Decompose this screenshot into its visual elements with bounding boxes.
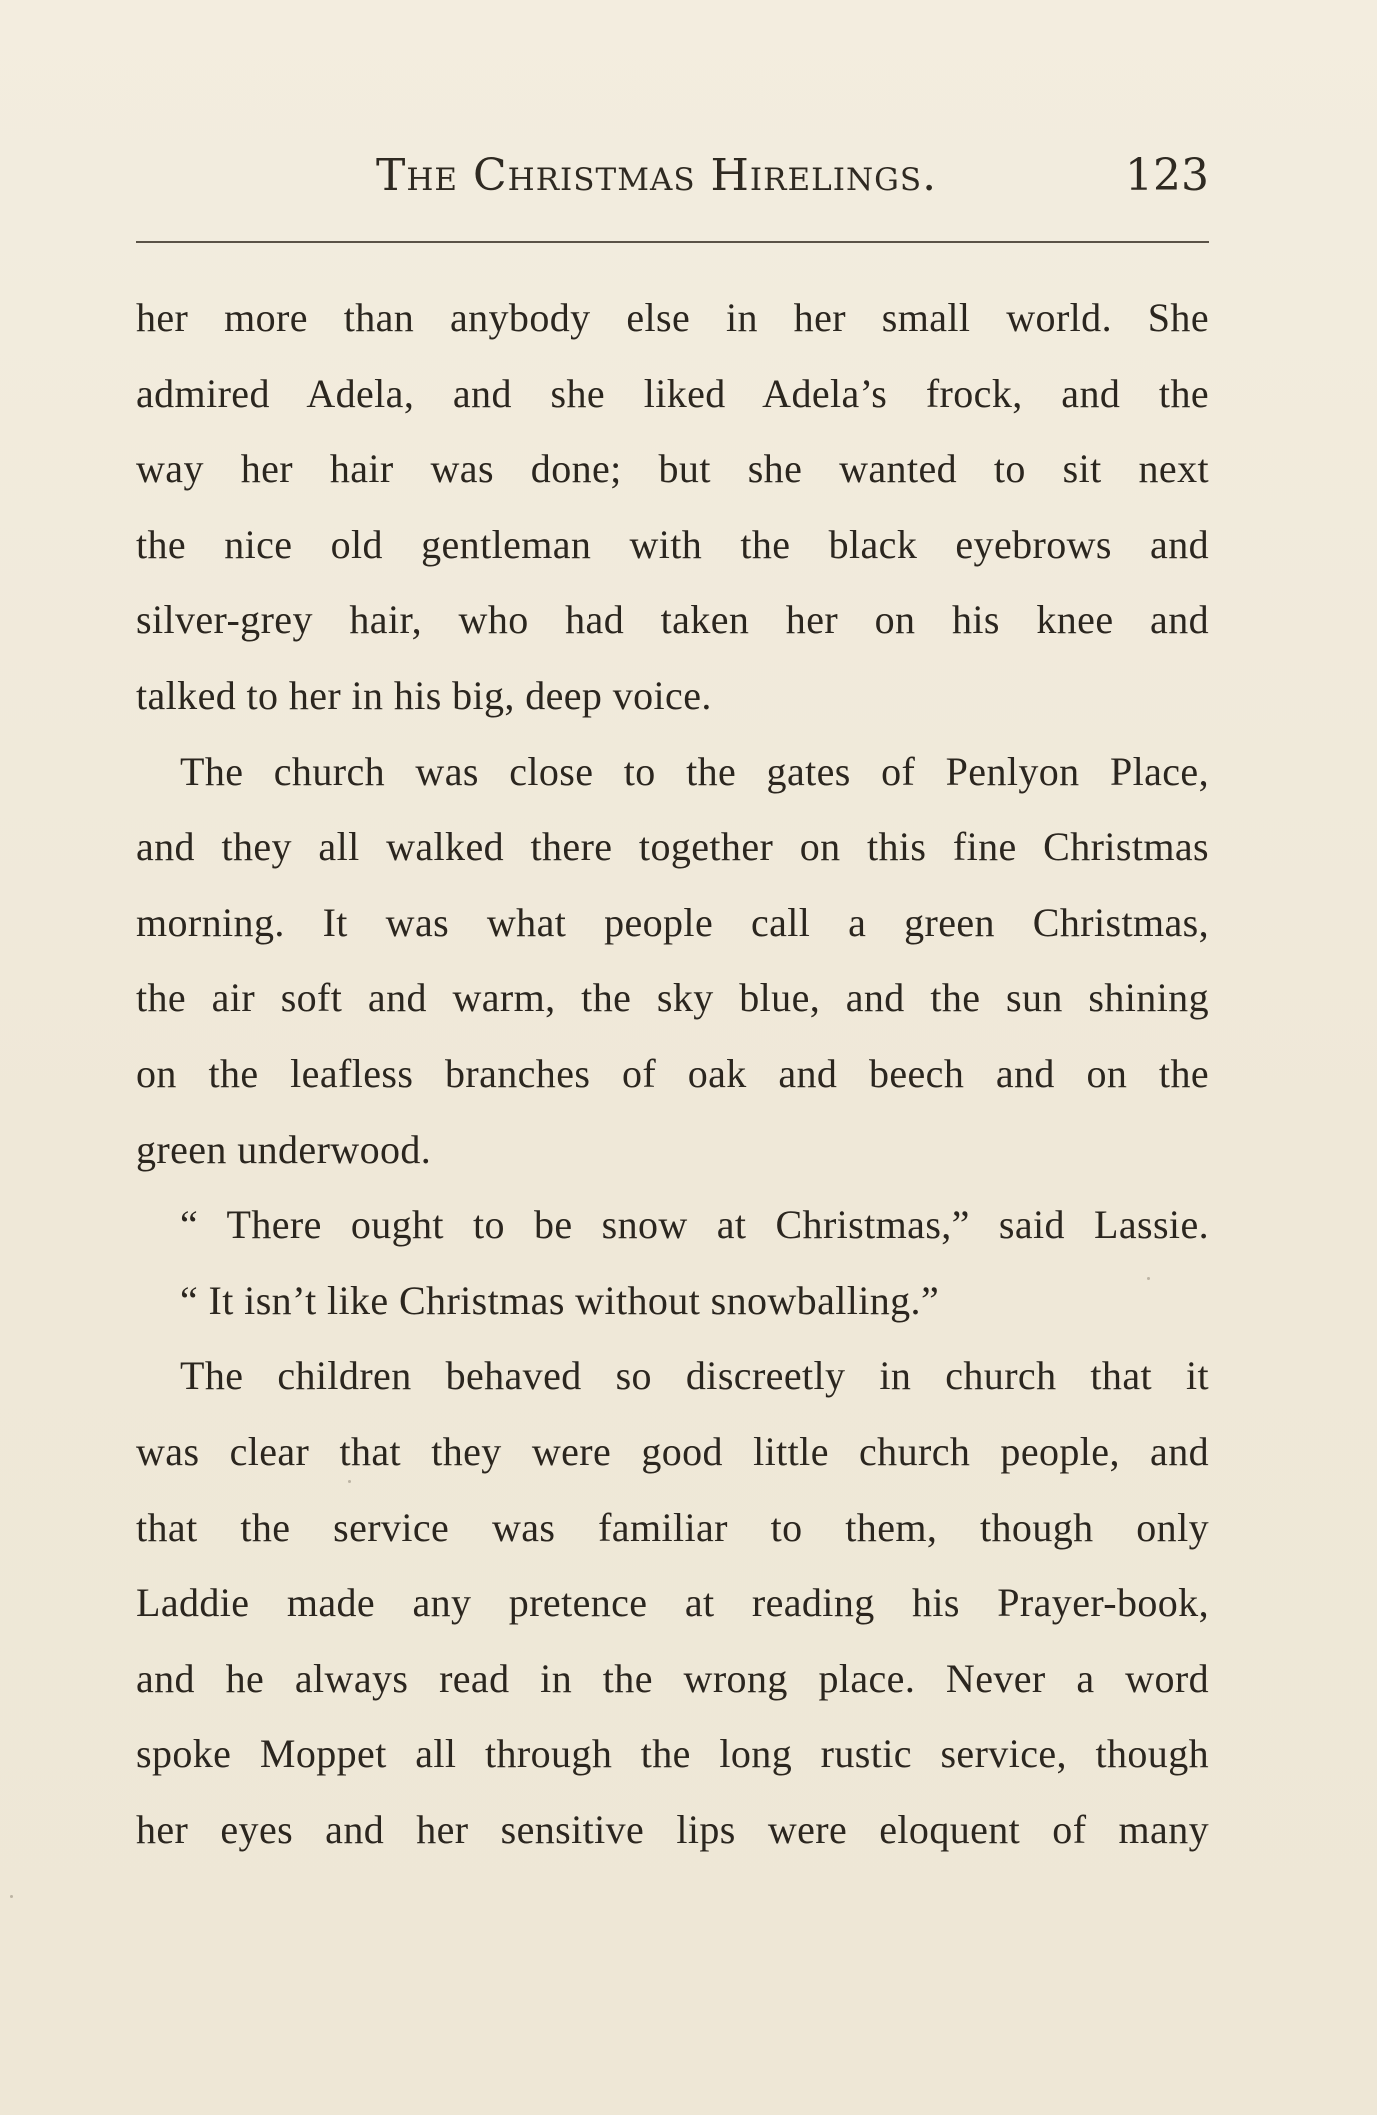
text-line: that the service was familiar to them, though only bbox=[136, 1504, 1209, 1550]
text-line: The children behaved so discreetly in church that it bbox=[180, 1353, 1209, 1399]
running-title: The Christmas Hirelings. bbox=[376, 150, 938, 201]
text-line: talked to her in his big, deep voice. bbox=[136, 672, 712, 718]
text-line: morning. It was what people call a green Christmas, bbox=[136, 899, 1209, 945]
text-line: the air soft and warm, the sky blue, and the sun shining bbox=[136, 975, 1209, 1021]
text-line: silver-grey hair, who had taken her on his knee and bbox=[136, 597, 1209, 643]
text-line: was clear that they were good little church people, and bbox=[136, 1428, 1209, 1474]
text-line: way her hair was done; but she wanted to sit next bbox=[136, 446, 1209, 492]
text-line: “ There ought to be snow at Christmas,” said Lassie. bbox=[180, 1202, 1209, 1248]
page-number: 123 bbox=[1125, 150, 1209, 201]
text-line: the nice old gentleman with the black eyebrows and bbox=[136, 521, 1209, 567]
text-line: spoke Moppet all through the long rustic service, though bbox=[136, 1731, 1209, 1777]
header-rule bbox=[136, 241, 1209, 243]
body-text bbox=[136, 280, 1209, 1867]
text-line: The church was close to the gates of Penlyon Place, bbox=[180, 748, 1209, 794]
paper-speck bbox=[10, 1895, 13, 1898]
text-line: her more than anybody else in her small world. She bbox=[136, 295, 1209, 340]
paper-speck bbox=[348, 1480, 351, 1483]
running-header bbox=[136, 150, 1209, 210]
paper-speck bbox=[1147, 1277, 1150, 1280]
text-line: and they all walked there together on this fine Christmas bbox=[136, 824, 1209, 870]
text-line: and he always read in the wrong place. Never a word bbox=[136, 1655, 1209, 1701]
text-line: “ It isn’t like Christmas without snowballing.” bbox=[180, 1277, 940, 1323]
text-line: admired Adela, and she liked Adela’s frock, and the bbox=[136, 370, 1209, 416]
text-line: her eyes and her sensitive lips were eloquent of many bbox=[136, 1806, 1209, 1852]
text-line: on the leafless branches of oak and beech and on the bbox=[136, 1050, 1209, 1096]
text-line: green underwood. bbox=[136, 1126, 432, 1172]
text-line: Laddie made any pretence at reading his Prayer-book, bbox=[136, 1580, 1209, 1626]
